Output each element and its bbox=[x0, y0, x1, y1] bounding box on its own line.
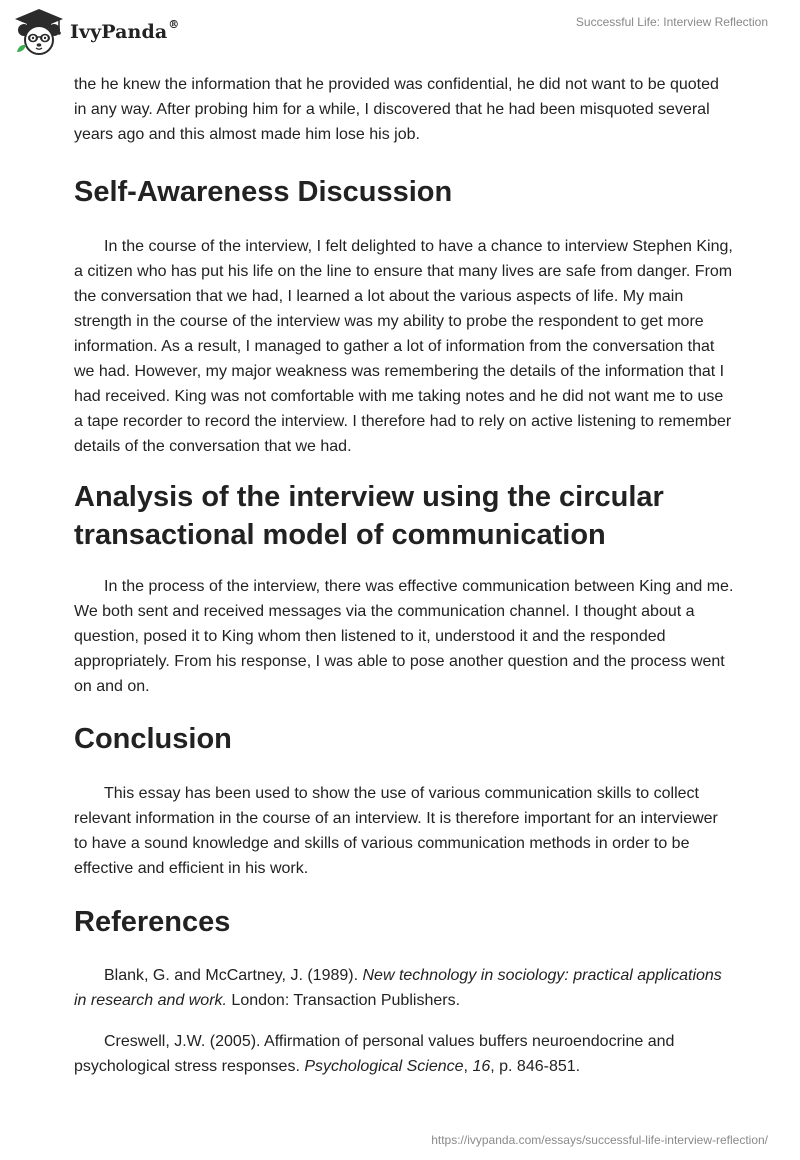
heading-analysis: Analysis of the interview using the circular transactional model of communication bbox=[74, 481, 664, 551]
panda-graduate-icon bbox=[14, 8, 64, 56]
paragraph-self-awareness: In the course of the interview, I felt delighted to have a chance to interview Stephen King, a citizen who has put his life on the line to ensure that many lives are safe from danger. From the conversation that we had, I learned a lot about the various aspects of life. My main strength in the course of the interview was my ability to probe the respondent to get more information. As a result, I managed to gather a lot of information from the conversation that we had. However, my major weakness was remembering the details of the information that I had received. King was not comfortable with me taking notes and he did not want me to use a tape recorder to record the interview. I therefore had to rely on active listening to remember details of the conversation that we had. bbox=[74, 238, 733, 455]
page-header bbox=[0, 0, 800, 64]
paragraph-analysis: In the process of the interview, there was effective communication between King and me. We both sent and received messages via the communication channel. I thought about a question, posed it to King whom then listened to it, understood it and the responded appropriately. From his response, I was able to pose another question and the process went on and on. bbox=[74, 578, 734, 695]
reference-item: Blank, G. and McCartney, J. (1989). New technology in sociology: practical applications in research and work. London: Transaction Publishers. bbox=[74, 967, 722, 1009]
heading-self-awareness: Self-Awareness Discussion bbox=[74, 176, 453, 208]
source-url[interactable]: https://ivypanda.com/essays/successful-life-interview-reflection/ bbox=[431, 1133, 768, 1147]
paragraph-conclusion: This essay has been used to show the use of various communication skills to collect relevant information in the course of an interview. It is therefore important for an interviewer to have a sound knowledge and skills of various communication methods in order to be effective and efficient in his work. bbox=[74, 785, 718, 877]
heading-conclusion: Conclusion bbox=[74, 723, 232, 755]
ivypanda-logo[interactable] bbox=[14, 8, 179, 56]
heading-references: References bbox=[74, 906, 231, 938]
essay-content bbox=[74, 72, 734, 1079]
reference-item: Creswell, J.W. (2005). Affirmation of personal values buffers neuroendocrine and psychological stress responses. Psychological Science, 16, p. 846-851. bbox=[74, 1033, 675, 1075]
intro-paragraph: the he knew the information that he provided was confidential, he did not want to be quoted in any way. After probing him for a while, I discovered that he had been misquoted several years ago and this almost made him lose his job. bbox=[74, 76, 719, 143]
running-title: Successful Life: Interview Reflection bbox=[575, 15, 768, 29]
brand-name: IvyPanda® bbox=[70, 18, 180, 43]
